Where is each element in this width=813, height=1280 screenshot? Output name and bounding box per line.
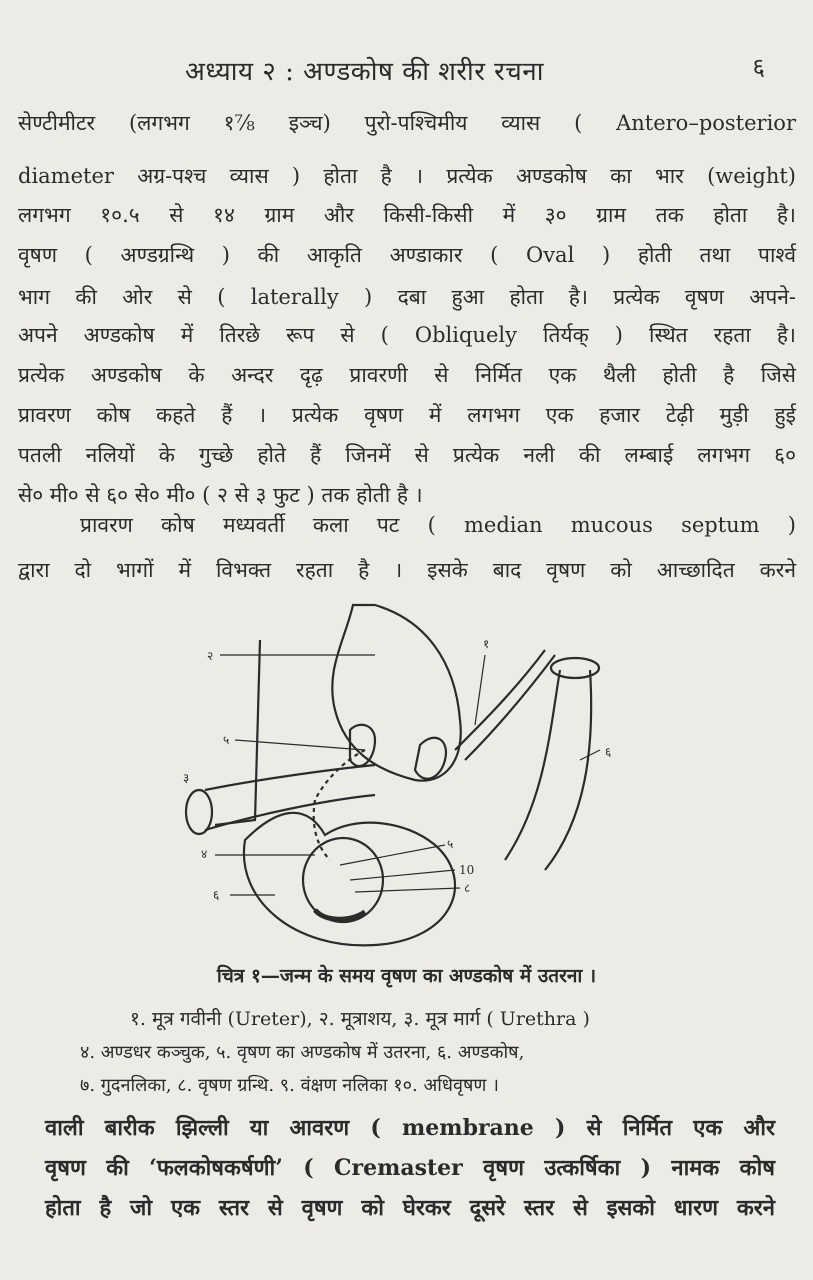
ductus-line-2 [465, 655, 555, 760]
legend-line: ७. गुदनलिका, ८. वृषण ग्रन्थि. ९. वंक्षण नलिका १०. अधिवृषण । [80, 1075, 499, 1096]
rectum-left-edge [505, 670, 560, 860]
figure-label: ५ [223, 733, 230, 747]
body-line: अपने अण्डकोष में तिरछे रूप से ( Obliquely तिर्यक् ) स्थित रहता है। [18, 323, 796, 347]
scrotum-outline [244, 813, 455, 946]
legend-line: ४. अण्डधर कञ्चुक, ५. वृषण का अण्डकोष में उतरना, ६. अण्डकोष, [80, 1042, 525, 1063]
rectum-top [551, 658, 599, 678]
page-number: ६ [752, 53, 765, 81]
vas-shape [415, 738, 446, 779]
figure-label: ८ [464, 881, 471, 895]
figure-label: ५ [447, 837, 454, 851]
body-line: होता है जो एक स्तर से वृषण को घेरकर दूसरे स्तर से इसको धारण करने [45, 1195, 775, 1221]
body-line: भाग की ओर से ( laterally ) दबा हुआ होता है। प्रत्येक वृषण अपने- [18, 285, 796, 309]
leader-line-10 [350, 870, 455, 880]
figure-caption: चित्र १—जन्म के समय वृषण का अण्डकोष में उतरना । [216, 965, 597, 987]
body-line: पतली नलियों के गुच्छे होते हैं जिनमें से प्रत्येक नली की लम्बाई लगभग ६० [18, 443, 796, 467]
anatomy-figure [175, 600, 635, 955]
bladder-outline [332, 605, 461, 781]
figure-label: १ [483, 637, 490, 651]
body-line: प्रावरण कोष मध्यवर्ती कला पट ( median mucous septum ) [80, 513, 796, 537]
urethra-upper [205, 765, 375, 790]
body-line: द्वारा दो भागों में विभक्त रहता है । इसके बाद वृषण को आच्छादित करने [18, 558, 796, 582]
body-line: वाली बारीक झिल्ली या आवरण ( membrane ) से निर्मित एक और [45, 1115, 775, 1141]
urethra-opening [186, 790, 212, 834]
body-line: प्रत्येक अण्डकोष के अन्दर दृढ़ प्रावरणी से निर्मित एक थैली होती है जिसे [18, 363, 796, 387]
leader-line-1 [475, 655, 485, 725]
body-line: वृषण ( अण्डग्रन्थि ) की आकृति अण्डाकार ( Oval ) होती तथा पार्श्व [18, 243, 796, 267]
page-header [0, 50, 813, 90]
body-line: प्रावरण कोष कहते हैं । प्रत्येक वृषण में लगभग एक हजार टेढ़ी मुड़ी हुई [18, 403, 796, 427]
leader-line-5a [235, 740, 365, 750]
abdominal-wall-line [215, 640, 260, 825]
figure-label: ४ [201, 847, 208, 861]
ductus-line [455, 650, 545, 750]
figure-label: २ [207, 649, 214, 663]
body-line: वृषण की ‘फलकोषकर्षणी’ ( Cremaster वृषण उत्कर्षिका ) नामक कोष [45, 1155, 775, 1181]
figure-label: ३ [183, 771, 190, 785]
testis [303, 838, 383, 922]
leader-line-5b [340, 845, 445, 865]
epididymis [315, 910, 365, 919]
leader-line-8 [355, 888, 460, 892]
rectum-right-edge [545, 670, 591, 870]
descent-path-2 [315, 750, 365, 800]
body-line: लगभग १०.५ से १४ ग्राम और किसी-किसी में ३० ग्राम तक होता है। [18, 203, 796, 227]
body-line: से० मी० से ६० से० मी० ( २ से ३ फुट ) तक होती है । [18, 483, 423, 507]
testis-descent-diagram [175, 600, 635, 955]
body-line: diameter अग्र-पश्च व्यास ) होता है । प्रत्येक अण्डकोष का भार (weight) [18, 164, 796, 188]
chapter-title: अध्याय २ : अण्डकोष की शरीर रचना [185, 57, 544, 87]
figure-label: ६ [213, 888, 220, 902]
body-line: सेण्टीमीटर (लगभग १⅞ इञ्च) पुरो-पश्चिमीय व्यास ( Antero–posterior [18, 111, 796, 135]
figure-label: 10 [459, 863, 475, 877]
figure-label: ६ [605, 745, 612, 759]
legend-line: १. मूत्र गवीनी (Ureter), २. मूत्राशय, ३. मूत्र मार्ग ( Urethra ) [130, 1008, 590, 1030]
